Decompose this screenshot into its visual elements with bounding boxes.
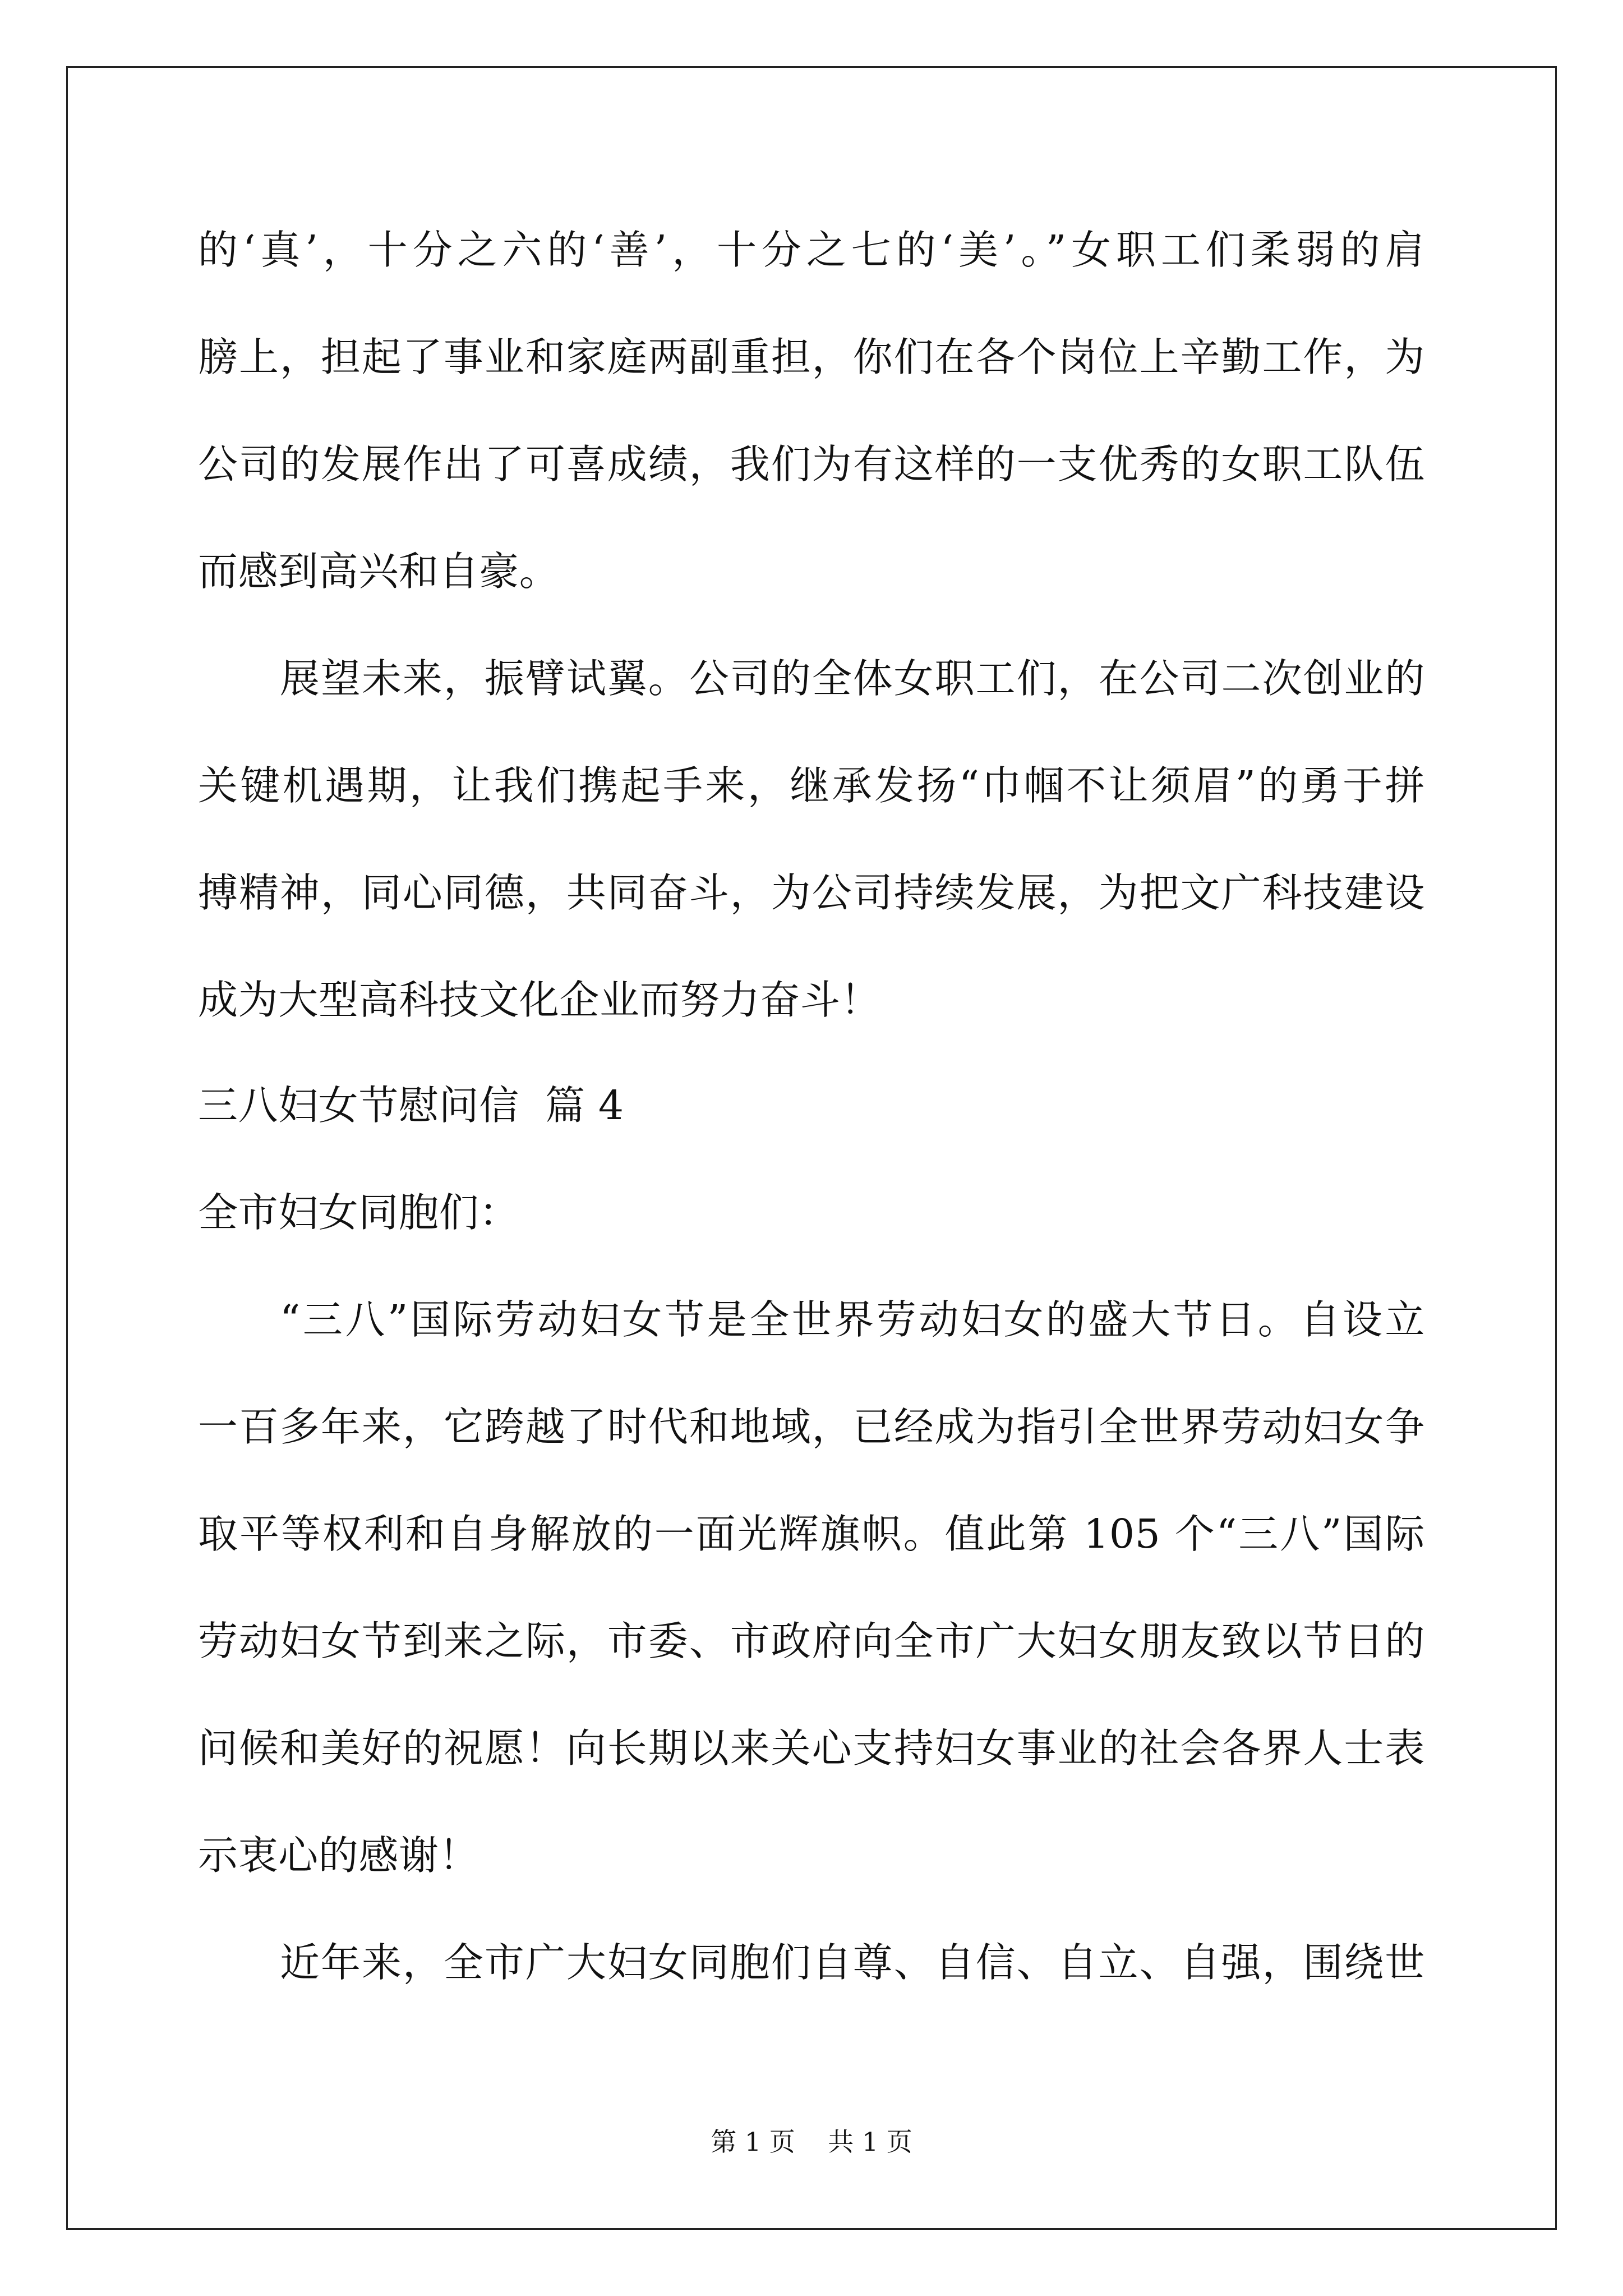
text-line: 公司的发展作出了可喜成绩，我们为有这样的一支优秀的女职工队伍 <box>198 441 1425 487</box>
page-footer: 第 1 页 共 1 页 <box>711 2127 912 2157</box>
text-line: 劳动妇女节到来之际，市委、市政府向全市广大妇女朋友致以节日的 <box>198 1618 1425 1664</box>
text-line: 膀上，担起了事业和家庭两副重担，你们在各个岗位上辛勤工作，为 <box>198 334 1425 380</box>
salutation: 全市妇女同胞们： <box>198 1189 519 1236</box>
text-line: 而感到高兴和自豪。 <box>198 548 560 595</box>
page-border <box>66 66 1557 2230</box>
text-line: 一百多年来，它跨越了时代和地域，已经成为指引全世界劳动妇女争 <box>198 1404 1425 1450</box>
text-line: 示衷心的感谢！ <box>198 1832 479 1879</box>
text-line: 的‘真’，十分之六的‘善’，十分之七的‘美’。”女职工们柔弱的肩 <box>198 227 1425 273</box>
text-line: 关键机遇期，让我们携起手来，继承发扬“巾帼不让须眉”的勇于拼 <box>198 762 1425 809</box>
text-line: 展望未来，振臂试翼。公司的全体女职工们，在公司二次创业的 <box>280 655 1425 702</box>
text-line: 搏精神，同心同德，共同奋斗，为公司持续发展，为把文广科技建设 <box>198 869 1425 916</box>
text-line: 成为大型高科技文化企业而努力奋斗！ <box>198 977 881 1023</box>
text-line: “三八”国际劳动妇女节是全世界劳动妇女的盛大节日。自设立 <box>280 1296 1425 1343</box>
section-heading: 三八妇女节慰问信 篇 4 <box>198 1082 624 1129</box>
text-line: 近年来，全市广大妇女同胞们自尊、自信、自立、自强，围绕世 <box>280 1939 1425 1986</box>
text-line: 取平等权利和自身解放的一面光辉旗帜。值此第 105 个“三八”国际 <box>198 1511 1425 1557</box>
text-line: 问候和美好的祝愿！向长期以来关心支持妇女事业的社会各界人士表 <box>198 1725 1425 1772</box>
